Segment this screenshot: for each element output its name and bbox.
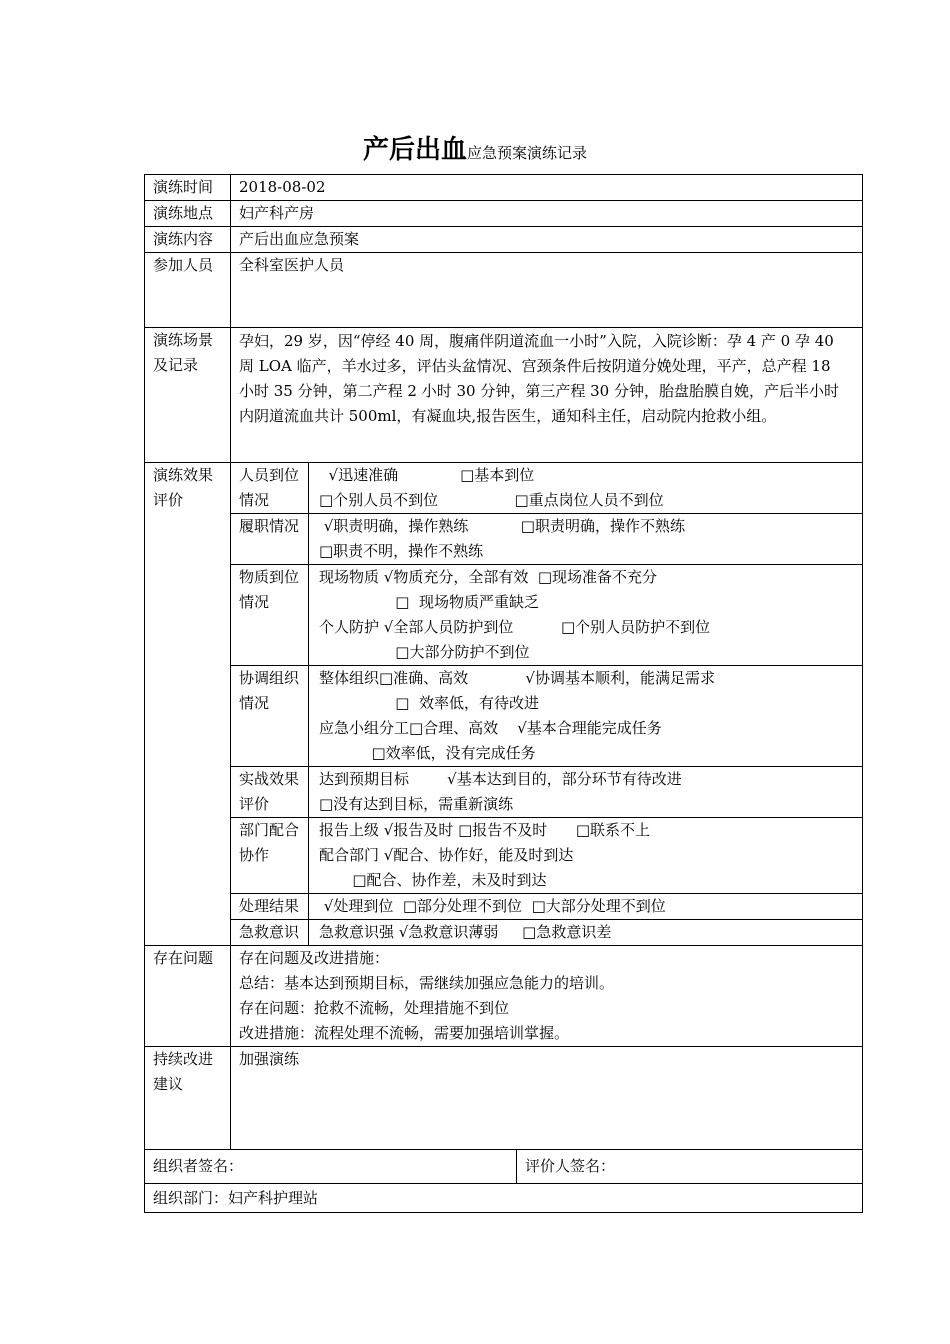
people-label: 参加人员 bbox=[145, 253, 231, 328]
eval-staff-label: 人员到位 情况 bbox=[231, 463, 309, 514]
eval-material-options: 现场物质 √物质充分，全部有效 □现场准备不充分 □ 现场物质严重缺乏 个人防护 √全部人员防护到位 □个别人员防护不到位 □大部分防护不到位 bbox=[309, 565, 863, 666]
eval-department-options: 报告上级 √报告及时 □报告不及时 □联系不上 配合部门 √配合、协作好，能及时到达 □配合、协作差，未及时到达 bbox=[309, 818, 863, 894]
eval-material-label: 物质到位 情况 bbox=[231, 565, 309, 666]
eval-awareness-label: 急救意识 bbox=[231, 920, 309, 946]
time-value: 2018-08-02 bbox=[231, 175, 863, 201]
title-suffix: 应急预案演练记录 bbox=[467, 144, 588, 162]
eval-staff-options: √迅速准确 □基本到位 □个别人员不到位 □重点岗位人员不到位 bbox=[309, 463, 863, 514]
eval-coordination-options: 整体组织□准确、高效 √协调基本顺利，能满足需求 □ 效率低，有待改进 应急小组分工□合理、高效 √基本合理能完成任务 □效率低，没有完成任务 bbox=[309, 666, 863, 767]
suggestion-label: 持续改进 建议 bbox=[145, 1047, 231, 1150]
scene-line: 孕妇，29 岁，因“停经 40 周，腹痛伴阴道流血一小时”入院，入院诊断：孕 4 产 0 孕 40 bbox=[239, 332, 834, 350]
suggestion-value: 加强演练 bbox=[231, 1047, 863, 1150]
eval-duty-label: 履职情况 bbox=[231, 514, 309, 565]
scene-line: 小时 35 分钟，第二产程 2 小时 30 分钟，第三产程 30 分钟，胎盘胎膜自娩，产后半小时 bbox=[239, 382, 839, 400]
eval-department-label: 部门配合 协作 bbox=[231, 818, 309, 894]
evaluator-signature: 评价人签名： bbox=[517, 1150, 863, 1184]
evaluation-label: 演练效果 评价 bbox=[145, 463, 231, 946]
eval-combat-options: 达到预期目标 √基本达到目的，部分环节有待改进 □没有达到目标，需重新演练 bbox=[309, 767, 863, 818]
eval-result-label: 处理结果 bbox=[231, 894, 309, 920]
eval-combat-label: 实战效果 评价 bbox=[231, 767, 309, 818]
title-main: 产后出血 bbox=[362, 135, 467, 165]
organizer-signature: 组织者签名： bbox=[145, 1150, 517, 1184]
drill-record-table bbox=[144, 174, 863, 1213]
time-label: 演练时间 bbox=[145, 175, 231, 201]
problems-label: 存在问题 bbox=[145, 946, 231, 1047]
content-label: 演练内容 bbox=[145, 227, 231, 253]
document-title bbox=[0, 130, 950, 173]
eval-duty-options: √职责明确，操作熟练 □职责明确，操作不熟练 □职责不明，操作不熟练 bbox=[309, 514, 863, 565]
eval-coordination-label: 协调组织 情况 bbox=[231, 666, 309, 767]
scene-record bbox=[231, 328, 863, 463]
scene-label: 演练场景 及记录 bbox=[145, 328, 231, 463]
organizing-department: 组织部门：妇产科护理站 bbox=[145, 1184, 863, 1213]
eval-awareness-options: 急救意识强 √急救意识薄弱 □急救意识差 bbox=[309, 920, 863, 946]
place-label: 演练地点 bbox=[145, 201, 231, 227]
content-value: 产后出血应急预案 bbox=[231, 227, 863, 253]
people-value: 全科室医护人员 bbox=[231, 253, 863, 328]
scene-line: 周 LOA 临产，羊水过多，评估头盆情况、宫颈条件后按阴道分娩处理，平产，总产程 18 bbox=[239, 357, 831, 375]
eval-result-options: √处理到位 □部分处理不到位 □大部分处理不到位 bbox=[309, 894, 863, 920]
place-value: 妇产科产房 bbox=[231, 201, 863, 227]
scene-line: 内阴道流血共计 500ml，有凝血块,报告医生，通知科主任，启动院内抢救小组。 bbox=[239, 407, 777, 425]
problems-content: 存在问题及改进措施： 总结：基本达到预期目标，需继续加强应急能力的培训。 存在问题：抢救不流畅，处理措施不到位 改进措施：流程处理不流畅，需要加强培训掌握。 bbox=[231, 946, 863, 1047]
